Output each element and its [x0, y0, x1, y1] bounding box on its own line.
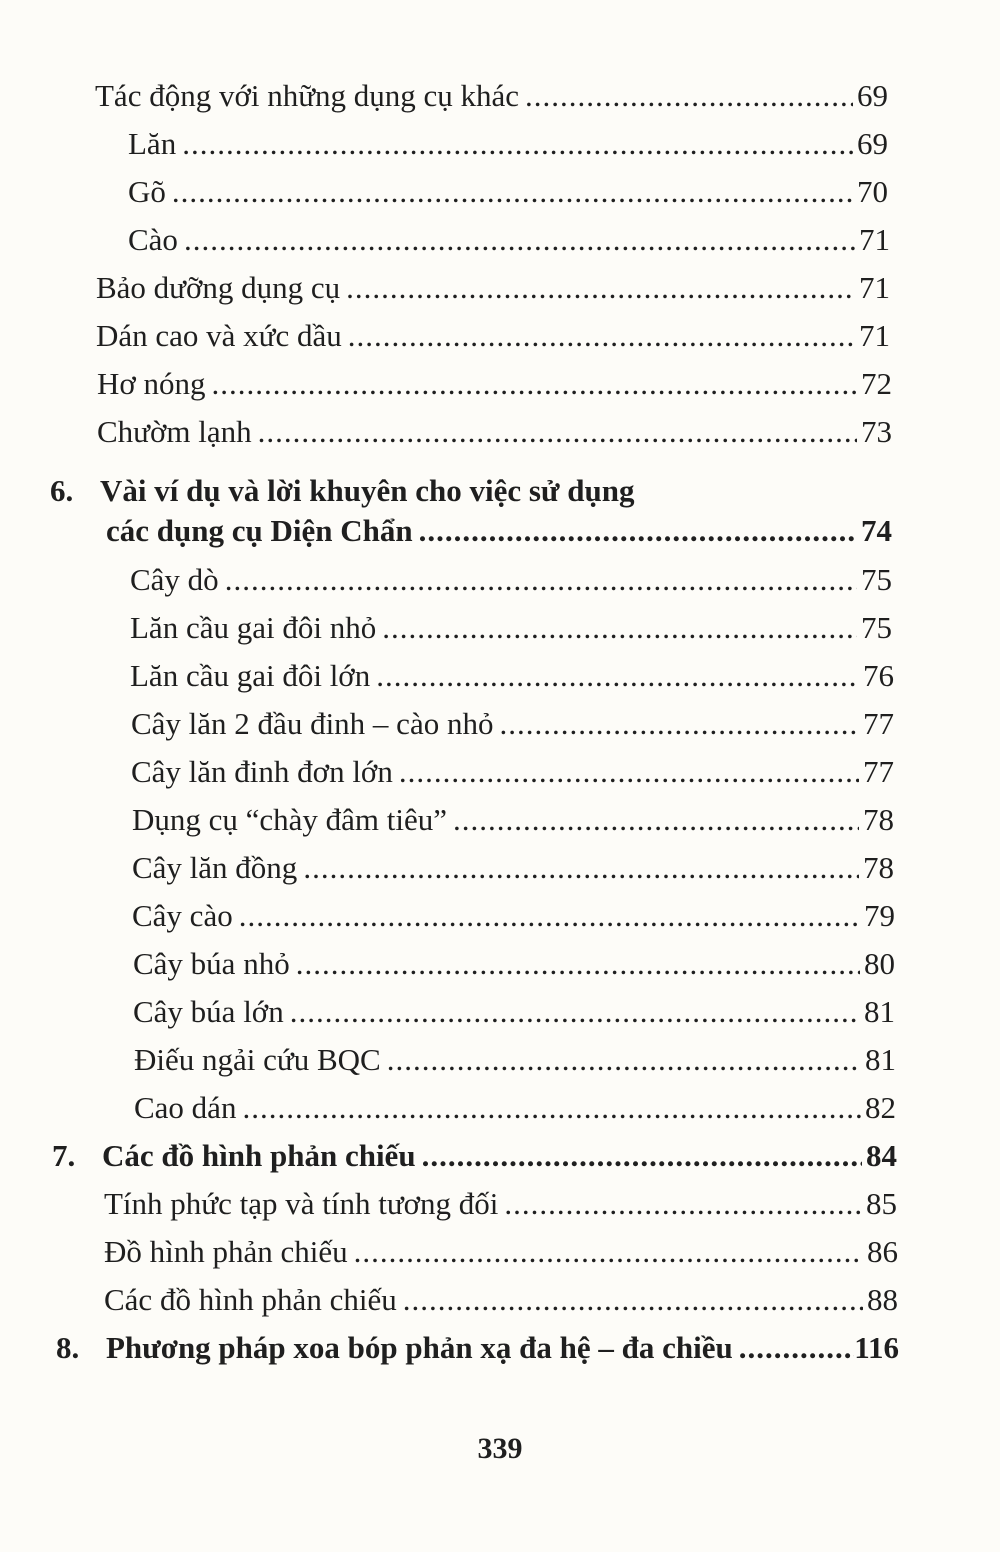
toc-entry-label: Bảo dưỡng dụng cụ	[96, 270, 341, 305]
dot-leader	[258, 408, 857, 456]
toc-entry-page: 80	[864, 946, 895, 981]
toc-entry-label: Cao dán	[134, 1090, 237, 1125]
toc-entry-page: 69	[857, 126, 888, 161]
toc-entry[interactable]	[0, 556, 1000, 604]
toc-entry-label: Lăn cầu gai đôi nhỏ	[130, 610, 377, 645]
table-of-contents	[0, 70, 1000, 1372]
dot-leader	[387, 1036, 861, 1084]
toc-entry[interactable]	[0, 988, 1000, 1036]
toc-entry[interactable]	[0, 408, 1000, 456]
toc-section-entry[interactable]	[0, 1132, 1000, 1180]
toc-section-number: 6.	[50, 473, 74, 508]
toc-entry-label: các dụng cụ Diện Chẩn	[106, 513, 413, 548]
toc-entry-page: 81	[864, 994, 895, 1029]
page-number: 339	[477, 1432, 523, 1465]
toc-entry[interactable]	[0, 604, 1000, 652]
toc-entry-label: Cây dò	[130, 562, 219, 597]
toc-entry[interactable]	[0, 1228, 1000, 1276]
dot-leader	[376, 652, 859, 700]
toc-entry-page: 77	[863, 754, 894, 789]
toc-entry-page: 76	[863, 658, 894, 693]
toc-entry-label: Lăn cầu gai đôi lớn	[130, 658, 371, 693]
dot-leader	[239, 892, 860, 940]
dot-leader	[242, 1084, 861, 1132]
toc-entry-label: Cây lăn đinh đơn lớn	[131, 754, 393, 789]
toc-entry-label: Phương pháp xoa bóp phản xạ đa hệ – đa chiều	[106, 1330, 733, 1365]
toc-entry-page: 78	[863, 802, 894, 837]
toc-entry[interactable]	[0, 360, 1000, 408]
toc-entry[interactable]	[0, 796, 1000, 844]
dot-leader	[499, 700, 859, 748]
dot-leader	[290, 988, 860, 1036]
toc-section-number: 7.	[52, 1138, 76, 1173]
dot-leader	[453, 796, 859, 844]
toc-entry[interactable]	[0, 1084, 1000, 1132]
toc-entry-label: Tính phức tạp và tính tương đối	[104, 1186, 499, 1221]
toc-entry-label: Dụng cụ “chày đâm tiêu”	[132, 802, 448, 837]
toc-entry-page: 85	[866, 1186, 897, 1221]
toc-entry-label: Lăn	[128, 126, 177, 161]
toc-entry-label: Điếu ngải cứu BQC	[134, 1042, 381, 1077]
toc-entry[interactable]	[0, 168, 1000, 216]
toc-entry[interactable]	[0, 216, 1000, 264]
dot-leader	[348, 312, 855, 360]
toc-entry-page: 86	[867, 1234, 898, 1269]
dot-leader	[184, 216, 855, 264]
toc-entry-label: Cào	[128, 222, 178, 257]
toc-entry-page: 71	[859, 318, 890, 353]
toc-entry-label: Hơ nóng	[97, 366, 206, 401]
toc-entry-page: 73	[861, 414, 892, 449]
toc-entry-label: Cây lăn đồng	[132, 850, 298, 885]
toc-entry[interactable]	[0, 940, 1000, 988]
toc-entry-page: 71	[859, 222, 890, 257]
toc-entry[interactable]	[0, 312, 1000, 360]
toc-entry[interactable]	[0, 700, 1000, 748]
toc-entry-page: 74	[861, 513, 892, 548]
toc-entry-page: 84	[866, 1138, 897, 1173]
dot-leader	[399, 748, 859, 796]
dot-leader	[382, 604, 857, 652]
toc-entry-label: Cây búa nhỏ	[133, 946, 290, 981]
dot-leader	[403, 1276, 863, 1324]
dot-leader	[303, 844, 859, 892]
toc-entry[interactable]	[0, 844, 1000, 892]
toc-entry-page: 81	[865, 1042, 896, 1077]
dot-leader	[346, 264, 855, 312]
toc-section-title-line1: Vài ví dụ và lời khuyên cho việc sử dụng	[100, 473, 635, 508]
toc-entry[interactable]	[0, 652, 1000, 700]
dot-leader	[525, 72, 853, 120]
toc-section-heading	[0, 470, 1000, 510]
toc-entry-label: Chườm lạnh	[97, 414, 252, 449]
toc-entry-label: Đồ hình phản chiếu	[104, 1234, 348, 1269]
toc-entry-page: 70	[857, 174, 888, 209]
toc-entry-page: 77	[863, 706, 894, 741]
toc-entry-page: 72	[861, 366, 892, 401]
toc-entry-label: Tác động với những dụng cụ khác	[95, 78, 520, 113]
toc-entry[interactable]	[0, 264, 1000, 312]
toc-section-entry[interactable]	[0, 1324, 1000, 1372]
toc-entry-page: 75	[861, 562, 892, 597]
toc-entry-label: Dán cao và xức dầu	[96, 318, 342, 353]
dot-leader	[296, 940, 860, 988]
toc-entry-page: 79	[864, 898, 895, 933]
toc-entry-label: Cây búa lớn	[133, 994, 284, 1029]
toc-entry-label: Các đồ hình phản chiếu	[104, 1282, 397, 1317]
dot-leader	[354, 1228, 863, 1276]
toc-entry-label: Các đồ hình phản chiếu	[102, 1138, 416, 1173]
dot-leader	[212, 360, 857, 408]
toc-entry-label: Gõ	[128, 174, 166, 209]
dot-leader	[225, 556, 857, 604]
toc-entry[interactable]	[0, 120, 1000, 168]
toc-section-number: 8.	[56, 1330, 80, 1365]
toc-entry-page: 71	[859, 270, 890, 305]
toc-entry[interactable]	[0, 1180, 1000, 1228]
dot-leader	[422, 1132, 862, 1180]
dot-leader	[172, 168, 853, 216]
toc-entry[interactable]	[0, 1036, 1000, 1084]
toc-entry-label: Cây lăn 2 đầu đinh – cào nhỏ	[131, 706, 494, 741]
toc-entry[interactable]	[0, 1276, 1000, 1324]
toc-entry-page: 78	[863, 850, 894, 885]
toc-entry-page: 69	[857, 78, 888, 113]
dot-leader	[182, 120, 853, 168]
toc-entry[interactable]	[0, 72, 1000, 120]
dot-leader	[739, 1324, 854, 1372]
toc-entry-page: 88	[867, 1282, 898, 1317]
toc-entry[interactable]	[0, 892, 1000, 940]
toc-entry[interactable]	[0, 510, 1000, 552]
toc-entry[interactable]	[0, 748, 1000, 796]
dot-leader	[419, 510, 857, 552]
toc-entry-page: 116	[854, 1330, 899, 1365]
toc-entry-page: 82	[865, 1090, 896, 1125]
toc-entry-page: 75	[861, 610, 892, 645]
dot-leader	[504, 1180, 862, 1228]
toc-entry-label: Cây cào	[132, 898, 233, 933]
